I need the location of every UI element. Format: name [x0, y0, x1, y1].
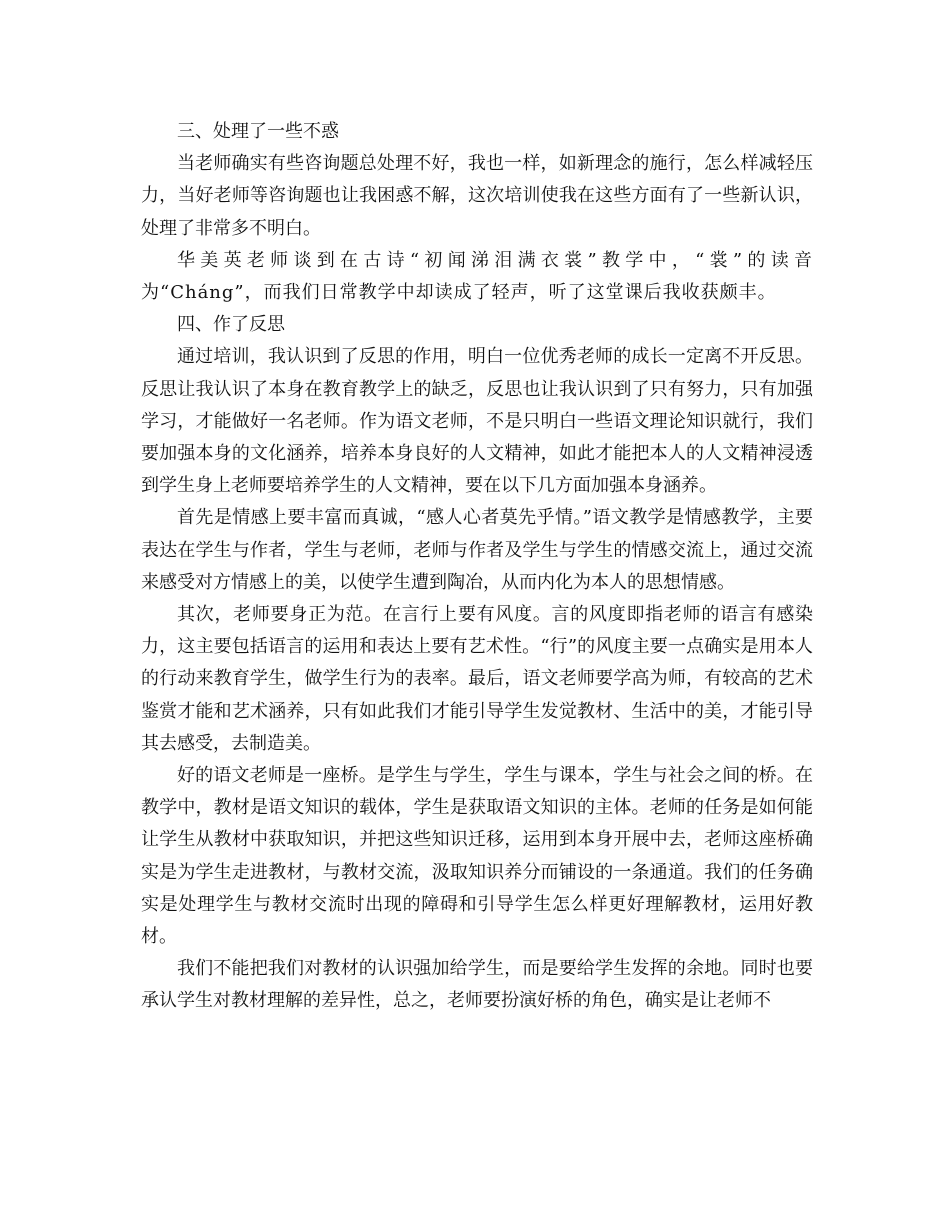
paragraph: 我们不能把我们对教材的认识强加给学生，而是要给学生发挥的余地。同时也要承认学生对教材理解的差异性，总之，老师要扮演好桥的角色，确实是让老师不 [141, 958, 813, 1012]
paragraph: 其次，老师要身正为范。在言行上要有风度。言的风度即指老师的语言有感染力，这主要包括语言的运用和表达上要有艺术性。“行”的风度主要一点确实是用本人的行动来教育学生，做学生行为的表率。最后，语文老师要学高为师，有较高的艺术鉴赏才能和艺术涵养，只有如此我们才能引导学生发觉教材、生活中的美，才能引导其去感受，去制造美。 [141, 604, 813, 754]
document-body [141, 116, 813, 1018]
paragraph: 华美英老师谈到在古诗“初闻涕泪满衣裳”教学中，“裳”的读音为“Cháng”，而我们日常教学中却读成了轻声，听了这堂课后我收获颇丰。 [141, 249, 813, 304]
paragraph: 通过培训，我认识到了反思的作用，明白一位优秀老师的成长一定离不开反思。反思让我认识了本身在教育教学上的缺乏，反思也让我认识到了只有努力，只有加强学习，才能做好一名老师。作为语文老师，不是只明白一些语文理论知识就行，我们要加强本身的文化涵养，培养本身良好的人文精神，如此才能把本人的人文精神浸透到学生身上老师要培养学生的人文精神，要在以下几方面加强本身涵养。 [141, 346, 813, 497]
paragraph: 好的语文老师是一座桥。是学生与学生，学生与课本，学生与社会之间的桥。在教学中，教材是语文知识的载体，学生是获取语文知识的主体。老师的任务是如何能让学生从教材中获取知识，并把这些知识迁移，运用到本身开展中去，老师这座桥确实是为学生走进教材，与教材交流，汲取知识养分而铺设的一条通道。我们的任务确实是处理学生与教材交流时出现的障碍和引导学生怎么样更好理解教材，运用好教材。 [141, 765, 813, 948]
section-heading-four: 四、作了反思 [177, 314, 285, 336]
paragraph: 首先是情感上要丰富而真诚，“感人心者莫先乎情。”语文教学是情感教学，主要表达在学生与作者，学生与老师，老师与作者及学生与学生的情感交流上，通过交流来感受对方情感上的美，以使学生遭到陶冶，从而内化为本人的思想情感。 [141, 507, 813, 593]
paragraph: 当老师确实有些咨询题总处理不好，我也一样，如新理念的施行，怎么样减轻压力，当好老师等咨询题也让我困惑不解，这次培训使我在这些方面有了一些新认识，处理了非常多不明白。 [141, 153, 813, 239]
section-heading-three: 三、处理了一些不惑 [177, 121, 339, 142]
